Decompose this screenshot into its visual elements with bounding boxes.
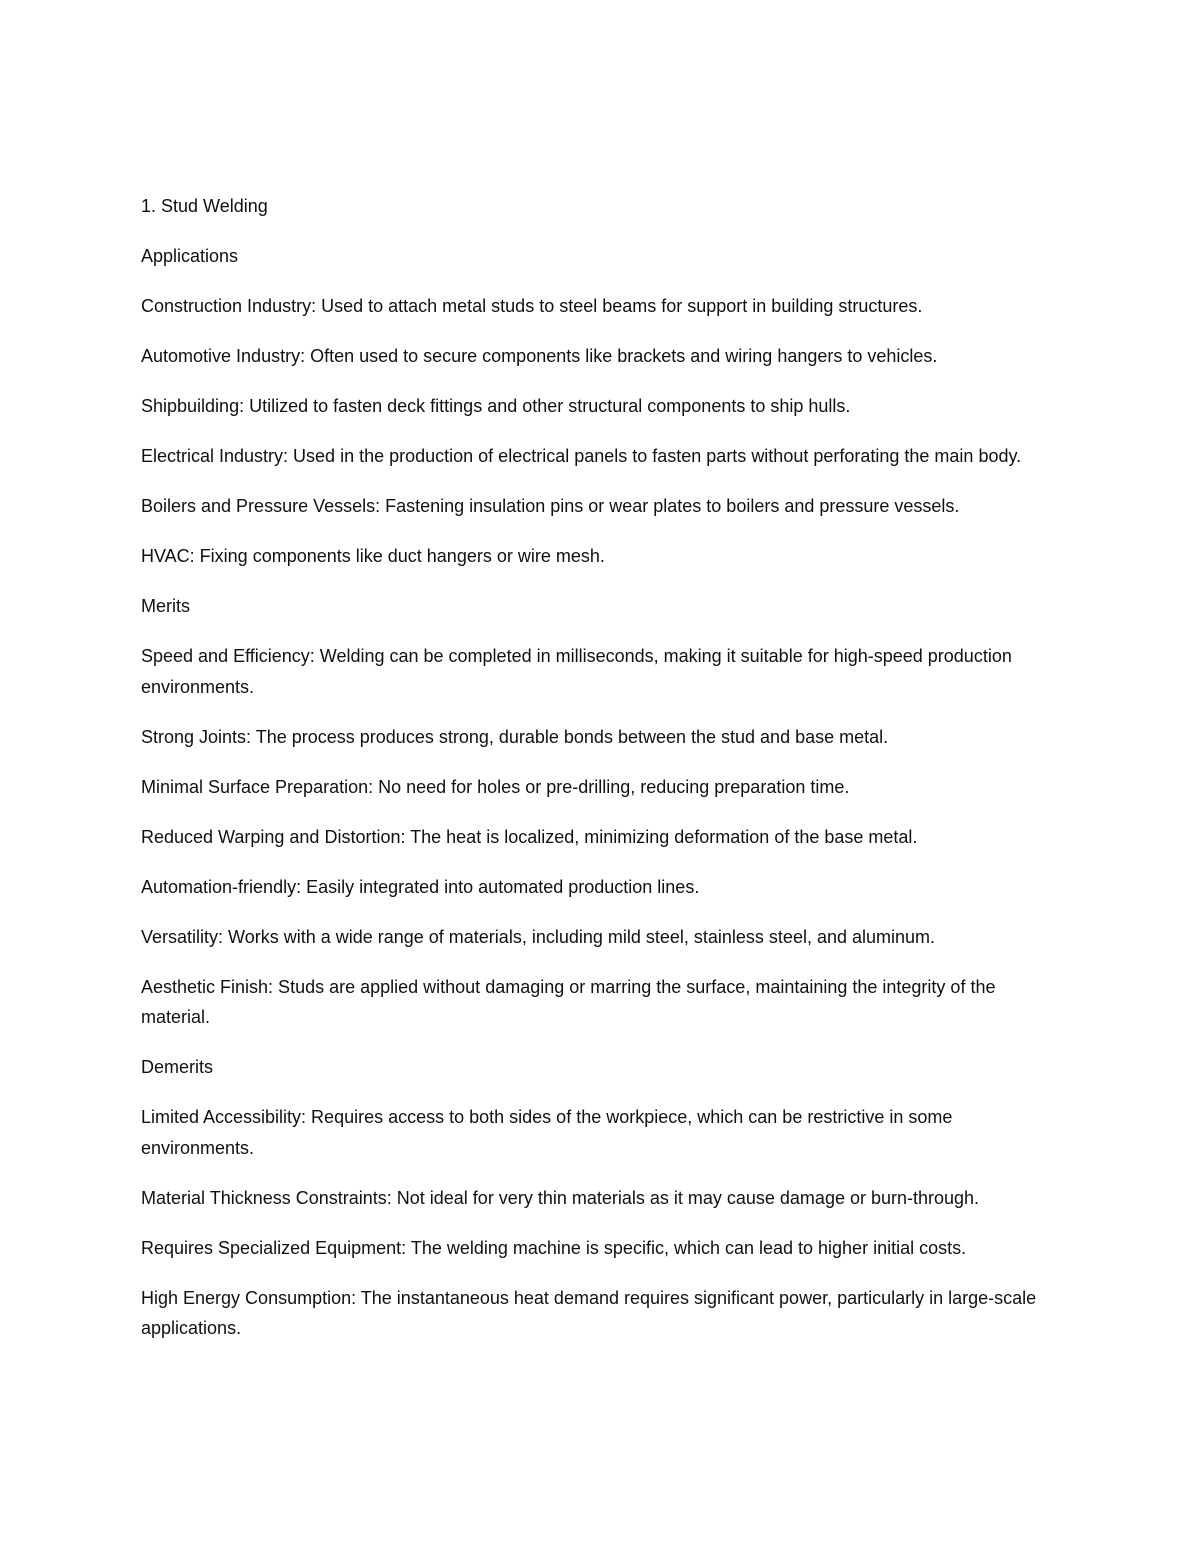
merit-item: Strong Joints: The process produces strong, durable bonds between the stud and base metal.	[141, 726, 889, 747]
merit-item: Automation-friendly: Easily integrated into automated production lines.	[141, 876, 700, 897]
document-title: 1. Stud Welding	[141, 196, 268, 216]
demerit-item: Requires Specialized Equipment: The welding machine is specific, which can lead to higher initial costs.	[141, 1237, 967, 1258]
merit-item: Aesthetic Finish: Studs are applied without damaging or marring the surface, maintaining the integrity of the material.	[141, 976, 996, 1027]
section-heading-applications: Applications	[141, 246, 239, 266]
application-item: Boilers and Pressure Vessels: Fastening insulation pins or wear plates to boilers and pressure vessels.	[141, 496, 960, 516]
application-item: Shipbuilding: Utilized to fasten deck fittings and other structural components to ship hulls.	[141, 396, 851, 416]
demerit-item: Limited Accessibility: Requires access to both sides of the workpiece, which can be restrictive in some environments.	[141, 1107, 953, 1158]
demerit-item: High Energy Consumption: The instantaneous heat demand requires significant power, particularly in large-scale applications.	[141, 1287, 1037, 1338]
demerit-item: Material Thickness Constraints: Not ideal for very thin materials as it may cause damage or burn-through.	[141, 1187, 980, 1208]
merit-item: Reduced Warping and Distortion: The heat is localized, minimizing deformation of the base metal.	[141, 826, 918, 847]
section-heading-demerits: Demerits	[141, 1057, 214, 1077]
application-item: Electrical Industry: Used in the production of electrical panels to fasten parts without perforating the main body.	[141, 446, 1022, 466]
merit-item: Minimal Surface Preparation: No need for holes or pre-drilling, reducing preparation time.	[141, 776, 850, 797]
section-heading-merits: Merits	[141, 596, 190, 616]
application-item: Construction Industry: Used to attach metal studs to steel beams for support in building structures.	[141, 296, 923, 316]
application-item: HVAC: Fixing components like duct hangers or wire mesh.	[141, 546, 605, 566]
application-item: Automotive Industry: Often used to secure components like brackets and wiring hangers to vehicles.	[141, 346, 938, 366]
merit-item: Versatility: Works with a wide range of materials, including mild steel, stainless steel, and aluminum.	[141, 926, 936, 947]
document-body	[141, 191, 1061, 1344]
merit-item: Speed and Efficiency: Welding can be completed in milliseconds, making it suitable for high-speed production environments.	[141, 646, 1012, 697]
